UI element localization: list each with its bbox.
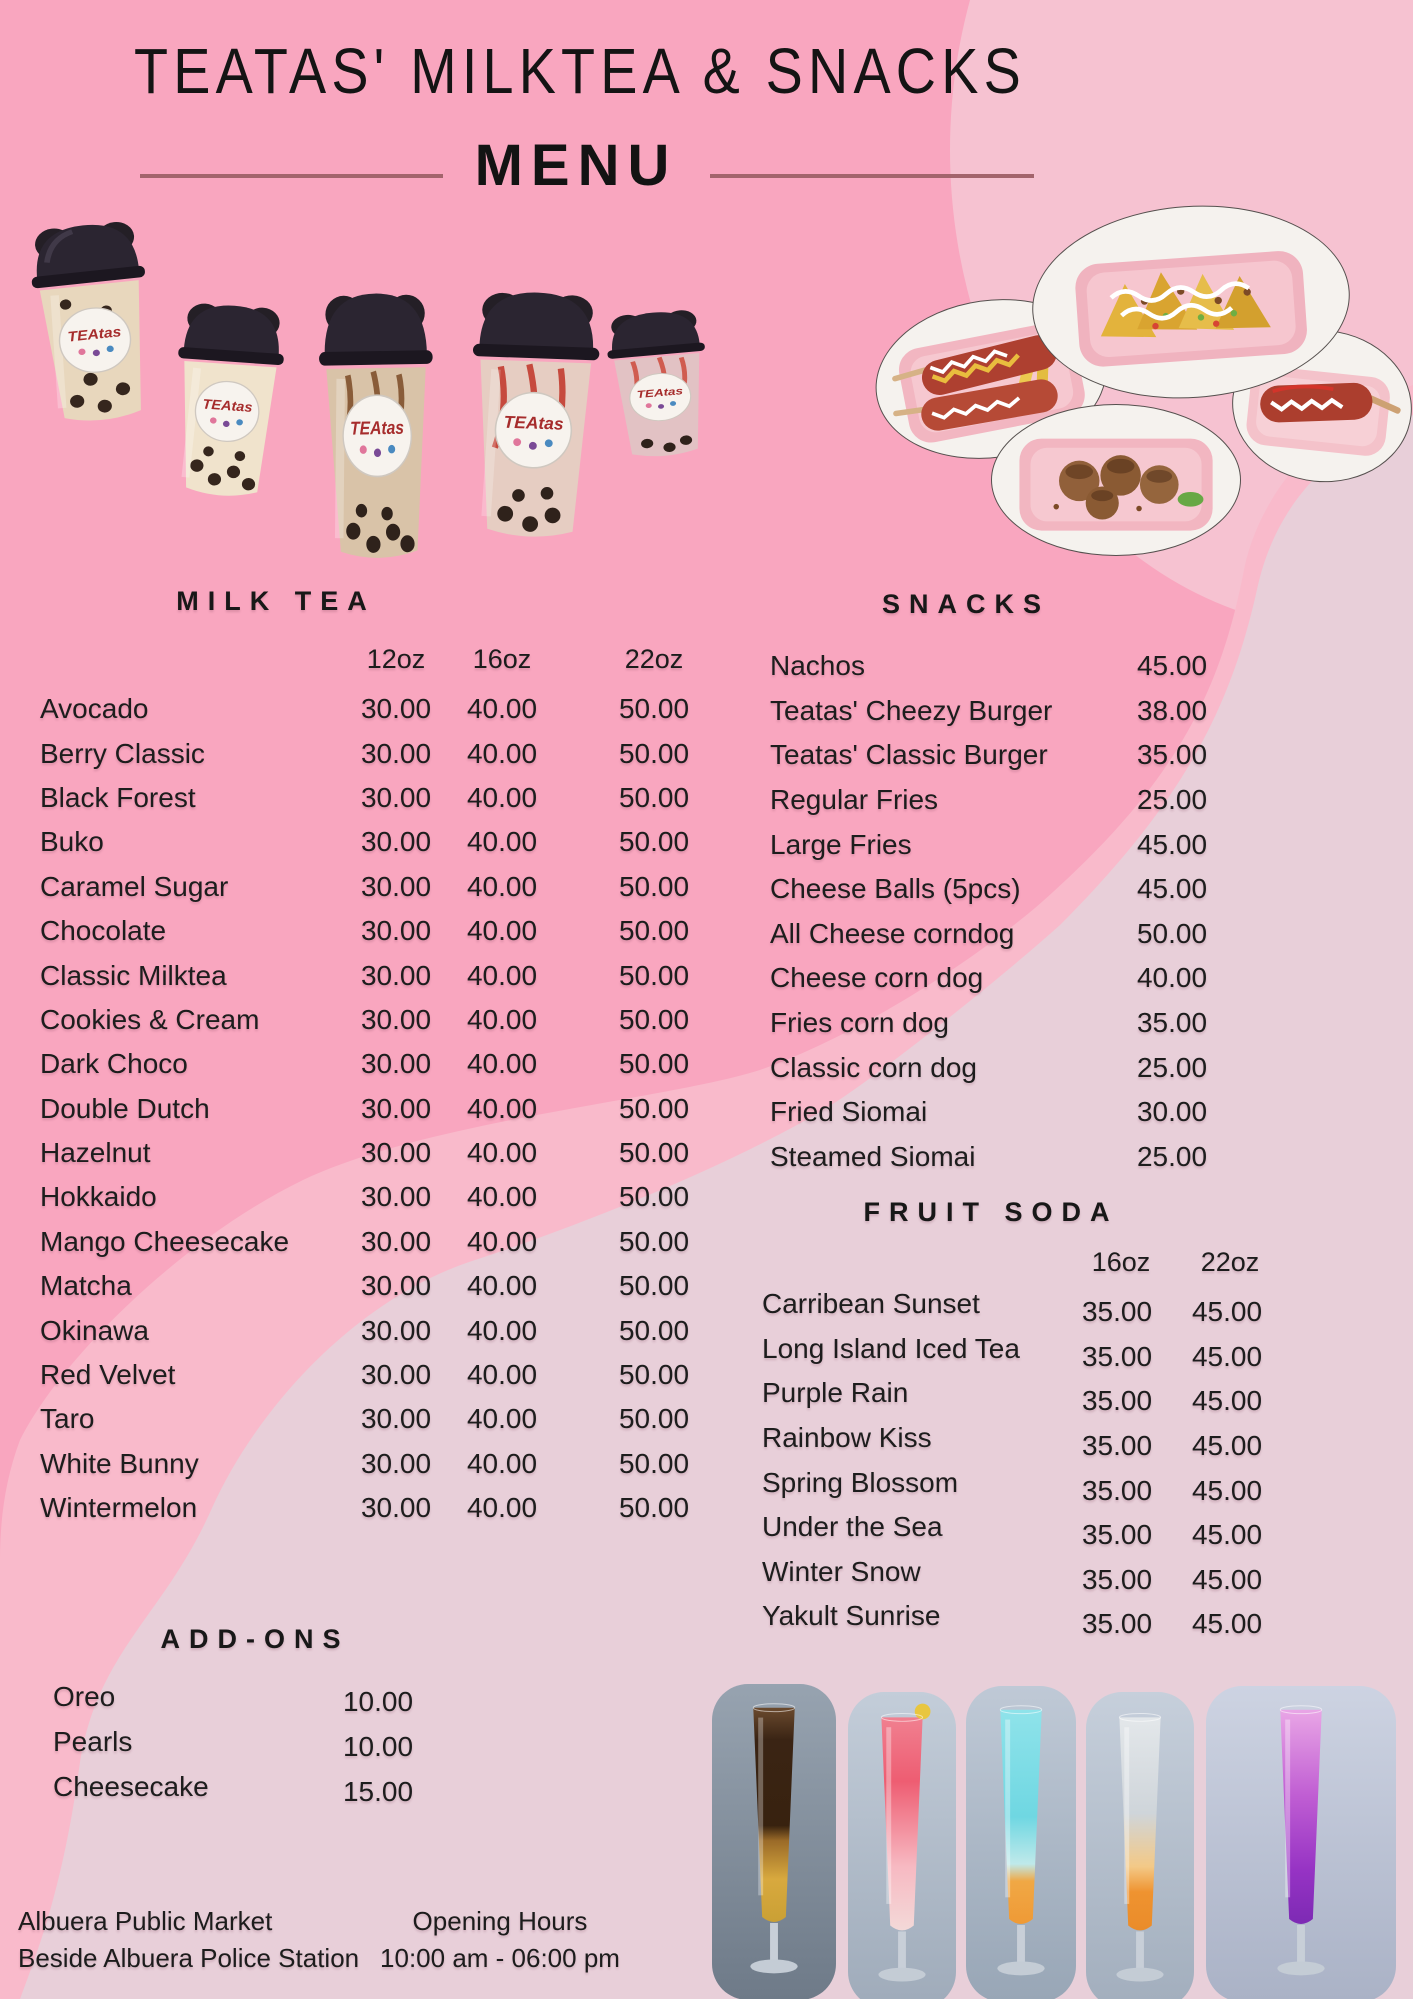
snack-item-price: 45.00 xyxy=(1136,650,1208,682)
fruit-soda-price-22oz: 45.00 xyxy=(1191,1608,1263,1640)
fruit-soda-price-22oz: 45.00 xyxy=(1191,1385,1263,1417)
milk-tea-size-12oz: 12oz xyxy=(366,644,426,674)
add-on-item-name: Oreo xyxy=(53,1681,116,1713)
milk-tea-price-16oz: 40.00 xyxy=(466,1225,538,1257)
milk-tea-row xyxy=(40,909,744,953)
milk-tea-price-12oz: 30.00 xyxy=(360,870,432,902)
fruit-soda-photo-5 xyxy=(1206,1686,1396,1999)
milk-tea-item-name: Mango Cheesecake xyxy=(40,1225,290,1257)
snack-item-price: 45.00 xyxy=(1136,873,1208,905)
snack-item-name: Cheese corn dog xyxy=(770,962,984,994)
milk-tea-item-name: Hokkaido xyxy=(40,1181,157,1213)
milk-tea-price-16oz: 40.00 xyxy=(466,781,538,813)
milk-tea-item-name: Wintermelon xyxy=(40,1492,198,1524)
fruit-soda-item-name: Under the Sea xyxy=(762,1511,943,1543)
fruit-soda-row xyxy=(762,1282,1362,1327)
add-on-row xyxy=(53,1720,453,1765)
milk-tea-price-12oz: 30.00 xyxy=(360,1447,432,1479)
milk-tea-cup-photo-3 xyxy=(303,279,450,569)
snack-row xyxy=(770,644,1240,689)
milk-tea-price-12oz: 30.00 xyxy=(360,1181,432,1213)
cup-logo-sticker: TEAtas xyxy=(636,384,684,401)
milk-tea-row xyxy=(40,1486,744,1530)
milk-tea-item-name: Matcha xyxy=(40,1270,132,1302)
snack-item-name: Large Fries xyxy=(770,828,912,860)
milk-tea-price-16oz: 40.00 xyxy=(466,915,538,947)
snack-item-name: Fried Siomai xyxy=(770,1096,928,1128)
milk-tea-item-name: Berry Classic xyxy=(40,737,205,769)
milk-tea-row xyxy=(40,953,744,997)
fruit-soda-row xyxy=(762,1371,1362,1416)
menu-divider-left xyxy=(140,174,443,178)
snack-row xyxy=(770,1090,1240,1135)
milk-tea-price-22oz: 50.00 xyxy=(618,826,690,858)
milk-tea-price-12oz: 30.00 xyxy=(360,915,432,947)
fruit-soda-photo-3 xyxy=(966,1686,1076,1999)
milk-tea-item-name: Chocolate xyxy=(40,915,167,947)
footer-hours-value: 10:00 am - 06:00 pm xyxy=(380,1943,620,1973)
fruit-soda-item-name: Winter Snow xyxy=(762,1555,921,1587)
fruit-soda-item-name: Long Island Iced Tea xyxy=(762,1332,1020,1364)
milk-tea-price-22oz: 50.00 xyxy=(618,1359,690,1391)
milk-tea-item-name: Avocado xyxy=(40,693,149,725)
snack-item-price: 25.00 xyxy=(1136,1051,1208,1083)
milk-tea-price-22oz: 50.00 xyxy=(618,737,690,769)
snack-row xyxy=(770,1045,1240,1090)
milk-tea-price-12oz: 30.00 xyxy=(360,1225,432,1257)
snack-item-name: Steamed Siomai xyxy=(770,1140,976,1172)
snack-row xyxy=(770,689,1240,734)
snacks-heading: SNACKS xyxy=(881,589,1051,619)
milk-tea-row xyxy=(40,1042,744,1086)
milk-tea-cup-photo-1 xyxy=(11,205,175,437)
fruit-soda-row xyxy=(762,1505,1362,1550)
fruit-soda-size-16oz: 16oz xyxy=(1091,1247,1151,1277)
fruit-soda-price-16oz: 35.00 xyxy=(1081,1430,1153,1462)
milk-tea-price-22oz: 50.00 xyxy=(618,1092,690,1124)
fruit-soda-price-16oz: 35.00 xyxy=(1081,1563,1153,1595)
milk-tea-cup-photo-2 xyxy=(155,289,301,510)
milk-tea-price-16oz: 40.00 xyxy=(466,1314,538,1346)
snack-row xyxy=(770,912,1240,957)
milk-tea-row xyxy=(40,731,744,775)
milk-tea-price-22oz: 50.00 xyxy=(618,1492,690,1524)
fruit-soda-price-22oz: 45.00 xyxy=(1191,1296,1263,1328)
milk-tea-item-name: Okinawa xyxy=(40,1314,149,1346)
fruit-soda-price-16oz: 35.00 xyxy=(1081,1608,1153,1640)
milk-tea-price-12oz: 30.00 xyxy=(360,737,432,769)
footer-address xyxy=(18,1903,359,1977)
snack-item-name: Teatas' Classic Burger xyxy=(770,739,1048,771)
snack-row xyxy=(770,867,1240,912)
milk-tea-item-name: Buko xyxy=(40,826,104,858)
add-on-row xyxy=(53,1675,453,1720)
milk-tea-row xyxy=(40,820,744,864)
add-on-item-price: 15.00 xyxy=(342,1775,414,1807)
milk-tea-price-22oz: 50.00 xyxy=(618,1003,690,1035)
milk-tea-price-12oz: 30.00 xyxy=(360,781,432,813)
snack-row xyxy=(770,956,1240,1001)
milk-tea-price-12oz: 30.00 xyxy=(360,1492,432,1524)
milk-tea-price-16oz: 40.00 xyxy=(466,693,538,725)
fruit-soda-table xyxy=(762,1282,1362,1639)
milk-tea-price-16oz: 40.00 xyxy=(466,1359,538,1391)
milk-tea-price-22oz: 50.00 xyxy=(618,870,690,902)
fruit-soda-item-name: Carribean Sunset xyxy=(762,1288,980,1320)
milk-tea-price-12oz: 30.00 xyxy=(360,1270,432,1302)
milk-tea-price-22oz: 50.00 xyxy=(618,915,690,947)
fruit-soda-price-22oz: 45.00 xyxy=(1191,1430,1263,1462)
snack-row xyxy=(770,733,1240,778)
milk-tea-row xyxy=(40,1175,744,1219)
milk-tea-row xyxy=(40,1308,744,1352)
milk-tea-size-header-row xyxy=(40,644,744,676)
footer-address-line2: Beside Albuera Police Station xyxy=(18,1943,360,1973)
milk-tea-price-16oz: 40.00 xyxy=(466,1181,538,1213)
snack-item-name: Fries corn dog xyxy=(770,1007,949,1039)
fruit-soda-price-16oz: 35.00 xyxy=(1081,1296,1153,1328)
fruit-soda-item-name: Rainbow Kiss xyxy=(762,1422,932,1454)
milk-tea-item-name: Double Dutch xyxy=(40,1092,210,1124)
footer-hours xyxy=(370,1903,630,1977)
milk-tea-price-22oz: 50.00 xyxy=(618,693,690,725)
add-on-item-name: Pearls xyxy=(53,1726,133,1758)
cup-logo-sticker: TEAtas xyxy=(202,395,254,415)
snack-item-name: Nachos xyxy=(770,650,865,682)
milk-tea-item-name: Cookies & Cream xyxy=(40,1003,260,1035)
fruit-soda-price-16oz: 35.00 xyxy=(1081,1385,1153,1417)
fruit-soda-item-name: Yakult Sunrise xyxy=(762,1600,941,1632)
snack-row xyxy=(770,778,1240,823)
menu-divider-right xyxy=(710,174,1034,178)
milk-tea-row xyxy=(40,998,744,1042)
snacks-table xyxy=(770,644,1240,1179)
milk-tea-price-16oz: 40.00 xyxy=(466,1092,538,1124)
milk-tea-item-name: Dark Choco xyxy=(40,1048,188,1080)
snack-item-name: Teatas' Cheezy Burger xyxy=(770,694,1053,726)
fruit-soda-row xyxy=(762,1594,1362,1639)
milk-tea-price-22oz: 50.00 xyxy=(618,1137,690,1169)
milk-tea-price-12oz: 30.00 xyxy=(360,959,432,991)
fruit-soda-item-name: Purple Rain xyxy=(762,1377,909,1409)
fruit-soda-row xyxy=(762,1416,1362,1461)
fruit-soda-price-16oz: 35.00 xyxy=(1081,1474,1153,1506)
milk-tea-price-16oz: 40.00 xyxy=(466,1403,538,1435)
snack-item-name: Cheese Balls (5pcs) xyxy=(770,873,1021,905)
fruit-soda-photo-2 xyxy=(848,1692,956,1999)
menu-label: MENU xyxy=(474,133,678,198)
snack-row xyxy=(770,1001,1240,1046)
snack-item-name: All Cheese corndog xyxy=(770,917,1015,949)
snack-item-price: 38.00 xyxy=(1136,694,1208,726)
cup-logo-sticker: TEAtas xyxy=(66,324,123,346)
milk-tea-price-16oz: 40.00 xyxy=(466,1003,538,1035)
milk-tea-item-name: Black Forest xyxy=(40,781,196,813)
milk-tea-row xyxy=(40,687,744,731)
milk-tea-row xyxy=(40,1442,744,1486)
milk-tea-table xyxy=(40,687,744,1530)
milk-tea-row xyxy=(40,776,744,820)
snack-photo-siomai xyxy=(991,404,1241,556)
add-on-row xyxy=(53,1765,453,1810)
milk-tea-price-16oz: 40.00 xyxy=(466,959,538,991)
milk-tea-price-22oz: 50.00 xyxy=(618,1225,690,1257)
milk-tea-price-16oz: 40.00 xyxy=(466,1048,538,1080)
fruit-soda-price-16oz: 35.00 xyxy=(1081,1340,1153,1372)
fruit-soda-item-name: Spring Blossom xyxy=(762,1466,959,1498)
milk-tea-price-16oz: 40.00 xyxy=(466,1270,538,1302)
fruit-soda-price-22oz: 45.00 xyxy=(1191,1519,1263,1551)
milk-tea-price-22oz: 50.00 xyxy=(618,959,690,991)
milk-tea-row xyxy=(40,865,744,909)
milk-tea-price-16oz: 40.00 xyxy=(466,826,538,858)
milk-tea-price-16oz: 40.00 xyxy=(466,1137,538,1169)
snack-item-price: 25.00 xyxy=(1136,784,1208,816)
fruit-soda-price-22oz: 45.00 xyxy=(1191,1474,1263,1506)
snack-item-price: 35.00 xyxy=(1136,1007,1208,1039)
milk-tea-price-12oz: 30.00 xyxy=(360,693,432,725)
milk-tea-item-name: White Bunny xyxy=(40,1447,199,1479)
milk-tea-size-16oz: 16oz xyxy=(472,644,532,674)
milk-tea-item-name: Classic Milktea xyxy=(40,959,227,991)
add-ons-heading: ADD-ONS xyxy=(160,1624,350,1654)
milk-tea-size-22oz: 22oz xyxy=(624,644,684,674)
milk-tea-price-22oz: 50.00 xyxy=(618,1048,690,1080)
milk-tea-cup-photo-5 xyxy=(591,298,726,468)
milk-tea-price-16oz: 40.00 xyxy=(466,870,538,902)
milk-tea-price-16oz: 40.00 xyxy=(466,1447,538,1479)
milk-tea-row xyxy=(40,1131,744,1175)
fruit-soda-photo-1 xyxy=(712,1684,836,1999)
milk-tea-item-name: Hazelnut xyxy=(40,1137,151,1169)
snack-item-price: 35.00 xyxy=(1136,739,1208,771)
snack-item-price: 25.00 xyxy=(1136,1140,1208,1172)
milk-tea-price-12oz: 30.00 xyxy=(360,1403,432,1435)
milk-tea-price-22oz: 50.00 xyxy=(618,1403,690,1435)
milk-tea-price-12oz: 30.00 xyxy=(360,826,432,858)
milk-tea-row xyxy=(40,1353,744,1397)
fruit-soda-price-22oz: 45.00 xyxy=(1191,1563,1263,1595)
milk-tea-price-22oz: 50.00 xyxy=(618,1181,690,1213)
milk-tea-item-name: Caramel Sugar xyxy=(40,870,229,902)
footer-hours-label: Opening Hours xyxy=(412,1906,588,1936)
milk-tea-price-12oz: 30.00 xyxy=(360,1314,432,1346)
add-on-item-price: 10.00 xyxy=(342,1686,414,1718)
snack-item-price: 50.00 xyxy=(1136,917,1208,949)
footer-address-line1: Albuera Public Market xyxy=(18,1906,273,1936)
snack-item-name: Classic corn dog xyxy=(770,1051,977,1083)
milk-tea-row xyxy=(40,1397,744,1441)
milk-tea-price-16oz: 40.00 xyxy=(466,1492,538,1524)
fruit-soda-photo-4 xyxy=(1086,1692,1194,1999)
cup-logo-sticker: TEAtas xyxy=(349,416,405,439)
milk-tea-item-name: Red Velvet xyxy=(40,1359,176,1391)
fruit-soda-price-16oz: 35.00 xyxy=(1081,1519,1153,1551)
milk-tea-item-name: Taro xyxy=(40,1403,95,1435)
milk-tea-price-12oz: 30.00 xyxy=(360,1092,432,1124)
add-ons-table xyxy=(53,1675,453,1809)
snack-item-price: 45.00 xyxy=(1136,828,1208,860)
milk-tea-price-12oz: 30.00 xyxy=(360,1137,432,1169)
milk-tea-price-22oz: 50.00 xyxy=(618,1447,690,1479)
milk-tea-price-22oz: 50.00 xyxy=(618,781,690,813)
snack-item-price: 40.00 xyxy=(1136,962,1208,994)
add-on-item-price: 10.00 xyxy=(342,1731,414,1763)
cup-logo-sticker: TEAtas xyxy=(503,411,564,434)
milk-tea-price-22oz: 50.00 xyxy=(618,1270,690,1302)
milk-tea-price-22oz: 50.00 xyxy=(618,1314,690,1346)
fruit-soda-heading: FRUIT SODA xyxy=(863,1197,1119,1227)
page-title: TEATAS' MILKTEA & SNACKS xyxy=(134,35,1026,107)
snack-item-name: Regular Fries xyxy=(770,784,939,816)
snack-row xyxy=(770,1135,1240,1180)
add-on-item-name: Cheesecake xyxy=(53,1770,209,1802)
fruit-soda-size-22oz: 22oz xyxy=(1200,1247,1260,1277)
fruit-soda-size-header-row xyxy=(0,1247,1413,1279)
milk-tea-row xyxy=(40,1087,744,1131)
snack-row xyxy=(770,822,1240,867)
fruit-soda-price-22oz: 45.00 xyxy=(1191,1340,1263,1372)
fruit-soda-row xyxy=(762,1327,1362,1372)
snack-item-price: 30.00 xyxy=(1136,1096,1208,1128)
milk-tea-price-12oz: 30.00 xyxy=(360,1359,432,1391)
milk-tea-price-12oz: 30.00 xyxy=(360,1048,432,1080)
fruit-soda-row xyxy=(762,1550,1362,1595)
milk-tea-price-12oz: 30.00 xyxy=(360,1003,432,1035)
milk-tea-heading: MILK TEA xyxy=(176,586,376,616)
milk-tea-price-16oz: 40.00 xyxy=(466,737,538,769)
fruit-soda-row xyxy=(762,1460,1362,1505)
